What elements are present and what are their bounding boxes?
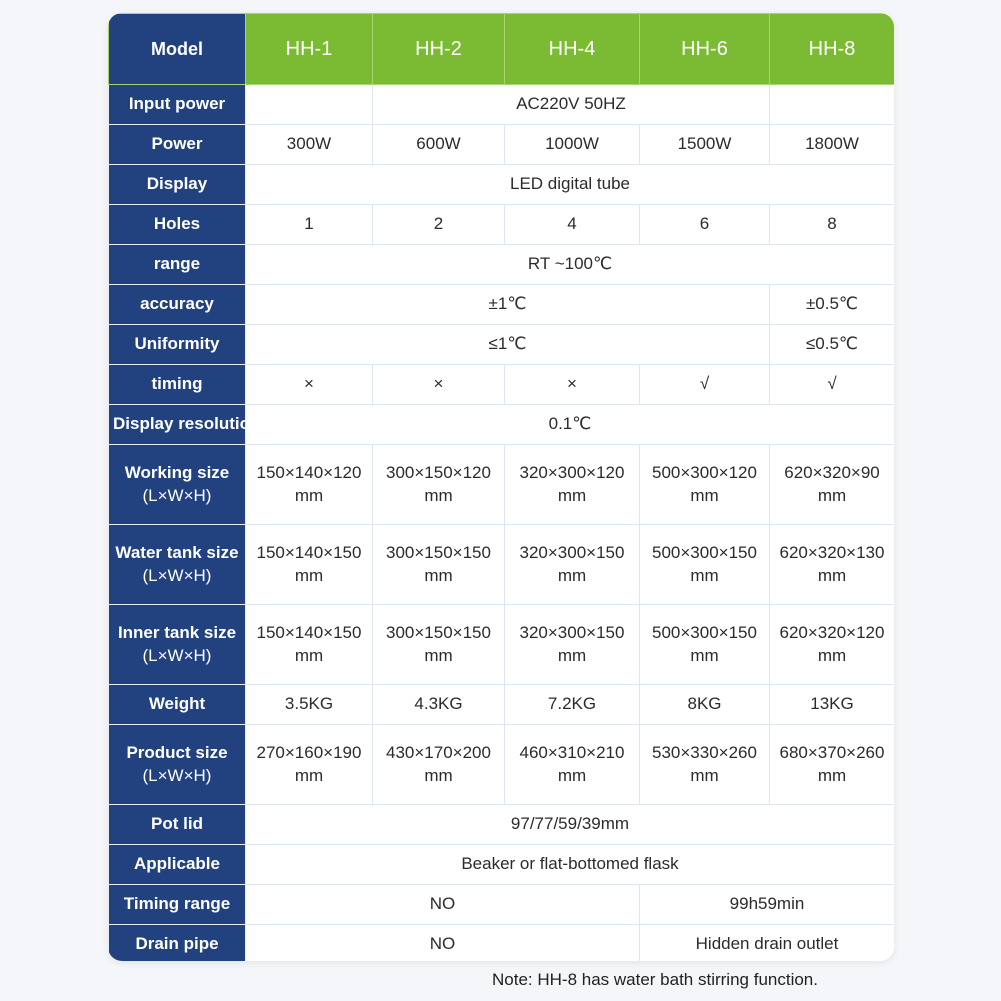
row-working-size — [109, 445, 895, 525]
unit-text: mm — [690, 485, 719, 505]
unit-text: mm — [294, 565, 324, 585]
unit-text: mm — [424, 485, 453, 505]
model-hh-6: HH-6 — [640, 14, 770, 85]
row-applicable — [109, 845, 895, 885]
row-display-resolution — [109, 405, 895, 445]
row-pot-lid — [109, 805, 895, 845]
uniformity-value: ≤0.5℃ — [770, 325, 895, 365]
unit-text: mm — [690, 645, 719, 665]
row-uniformity — [109, 325, 895, 365]
inner-tank-size-value — [373, 605, 505, 685]
label-text: Working size — [124, 462, 230, 482]
timing-value: √ — [640, 365, 770, 405]
model-hh-1: HH-1 — [246, 14, 373, 85]
row-label-uniformity: Uniformity — [109, 325, 246, 365]
row-label-weight: Weight — [109, 685, 246, 725]
row-water-tank-size — [109, 525, 895, 605]
label-unit: (L×W×H) — [142, 645, 212, 665]
applicable-value: Beaker or flat-bottomed flask — [246, 845, 895, 885]
accuracy-value: ±1℃ — [246, 285, 770, 325]
product-size-value — [640, 725, 770, 805]
display-resolution-value: 0.1℃ — [246, 405, 895, 445]
footnote: Note: HH-8 has water bath stirring function. — [492, 970, 818, 989]
row-label-product-size — [109, 725, 246, 805]
working-size-value — [246, 445, 373, 525]
holes-value: 6 — [640, 205, 770, 245]
row-label-timing-range: Timing range — [109, 885, 246, 925]
inner-tank-size-value — [770, 605, 895, 685]
row-timing-range — [109, 885, 895, 925]
row-product-size — [109, 725, 895, 805]
row-label-water-tank-size — [109, 525, 246, 605]
unit-text: mm — [294, 645, 324, 665]
working-size-value — [373, 445, 505, 525]
product-size-value — [246, 725, 373, 805]
row-label-inner-tank-size — [109, 605, 246, 685]
label-unit: (L×W×H) — [142, 765, 212, 785]
row-accuracy — [109, 285, 895, 325]
product-size-value — [770, 725, 895, 805]
holes-value: 2 — [373, 205, 505, 245]
row-drain-pipe — [109, 925, 895, 962]
pot-lid-value: 97/77/59/39mm — [246, 805, 895, 845]
dimension-text: 620×320×120 — [779, 622, 885, 642]
unit-text: mm — [294, 485, 324, 505]
water-tank-size-value — [770, 525, 895, 605]
dimension-text: 300×150×120 — [386, 462, 491, 482]
unit-text: mm — [690, 565, 719, 585]
unit-text: mm — [557, 645, 587, 665]
power-value: 600W — [373, 125, 505, 165]
row-label-applicable: Applicable — [109, 845, 246, 885]
weight-value: 13KG — [770, 685, 895, 725]
row-label-power: Power — [109, 125, 246, 165]
working-size-value — [770, 445, 895, 525]
dimension-text: 320×300×120 — [519, 462, 625, 482]
product-size-value — [505, 725, 640, 805]
row-weight — [109, 685, 895, 725]
unit-text: mm — [557, 765, 587, 785]
inner-tank-size-value — [640, 605, 770, 685]
power-value: 1000W — [505, 125, 640, 165]
dimension-text: 530×330×260 — [652, 742, 757, 762]
cell-empty — [770, 85, 895, 125]
timing-range-value: NO — [246, 885, 640, 925]
label-text: Product size — [126, 742, 228, 762]
row-label-timing: timing — [109, 365, 246, 405]
label-unit: (L×W×H) — [142, 565, 212, 585]
inner-tank-size-value — [246, 605, 373, 685]
model-hh-8: HH-8 — [770, 14, 895, 85]
dimension-text: 320×300×150 — [519, 542, 625, 562]
dimension-text: 430×170×200 — [386, 742, 491, 762]
weight-value: 7.2KG — [505, 685, 640, 725]
unit-text: mm — [817, 485, 847, 505]
unit-text: mm — [817, 645, 847, 665]
spec-table — [108, 13, 894, 961]
label-text: Inner tank size — [117, 622, 237, 642]
inner-tank-size-value — [505, 605, 640, 685]
row-label-drain-pipe: Drain pipe — [109, 925, 246, 962]
water-tank-size-value — [640, 525, 770, 605]
label-unit: (L×W×H) — [142, 485, 212, 505]
cell-empty — [246, 85, 373, 125]
row-label-model: Model — [109, 14, 246, 85]
dimension-text: 150×140×150 — [256, 622, 362, 642]
dimension-text: 300×150×150 — [386, 622, 491, 642]
row-input-power — [109, 85, 895, 125]
dimension-text: 320×300×150 — [519, 622, 625, 642]
display-value: LED digital tube — [246, 165, 895, 205]
dimension-text: 620×320×90 — [784, 462, 880, 482]
row-label-input-power: Input power — [109, 85, 246, 125]
drain-pipe-value: NO — [246, 925, 640, 962]
model-hh-2: HH-2 — [373, 14, 505, 85]
row-label-pot-lid: Pot lid — [109, 805, 246, 845]
power-value: 300W — [246, 125, 373, 165]
dimension-text: 270×160×190 — [256, 742, 362, 762]
water-tank-size-value — [373, 525, 505, 605]
weight-value: 3.5KG — [246, 685, 373, 725]
dimension-text: 500×300×150 — [652, 622, 757, 642]
uniformity-value: ≤1℃ — [246, 325, 770, 365]
row-label-accuracy: accuracy — [109, 285, 246, 325]
range-value: RT ~100℃ — [246, 245, 895, 285]
unit-text: mm — [690, 765, 719, 785]
drain-pipe-value: Hidden drain outlet — [640, 925, 895, 962]
dimension-text: 150×140×120 — [256, 462, 362, 482]
holes-value: 8 — [770, 205, 895, 245]
row-label-working-size — [109, 445, 246, 525]
timing-value: × — [505, 365, 640, 405]
dimension-text: 500×300×120 — [652, 462, 757, 482]
row-range — [109, 245, 895, 285]
water-tank-size-value — [505, 525, 640, 605]
weight-value: 8KG — [640, 685, 770, 725]
row-display — [109, 165, 895, 205]
row-label-display: Display — [109, 165, 246, 205]
power-value: 1500W — [640, 125, 770, 165]
timing-range-value: 99h59min — [640, 885, 895, 925]
working-size-value — [505, 445, 640, 525]
spec-table-card — [108, 13, 894, 961]
unit-text: mm — [424, 565, 453, 585]
holes-value: 1 — [246, 205, 373, 245]
row-inner-tank-size — [109, 605, 895, 685]
weight-value: 4.3KG — [373, 685, 505, 725]
timing-value: × — [246, 365, 373, 405]
product-size-value — [373, 725, 505, 805]
row-timing — [109, 365, 895, 405]
model-hh-4: HH-4 — [505, 14, 640, 85]
unit-text: mm — [557, 565, 587, 585]
unit-text: mm — [294, 765, 324, 785]
unit-text: mm — [817, 565, 847, 585]
timing-value: × — [373, 365, 505, 405]
accuracy-value: ±0.5℃ — [770, 285, 895, 325]
working-size-value — [640, 445, 770, 525]
unit-text: mm — [557, 485, 587, 505]
dimension-text: 150×140×150 — [256, 542, 362, 562]
holes-value: 4 — [505, 205, 640, 245]
dimension-text: 620×320×130 — [779, 542, 885, 562]
dimension-text: 300×150×150 — [386, 542, 491, 562]
timing-value: √ — [770, 365, 895, 405]
label-text: Water tank size — [115, 542, 239, 562]
dimension-text: 460×310×210 — [519, 742, 625, 762]
dimension-text: 500×300×150 — [652, 542, 757, 562]
row-power — [109, 125, 895, 165]
header-row — [109, 14, 895, 85]
input-power-value: AC220V 50HZ — [373, 85, 770, 125]
row-holes — [109, 205, 895, 245]
power-value: 1800W — [770, 125, 895, 165]
dimension-text: 680×370×260 — [779, 742, 885, 762]
water-tank-size-value — [246, 525, 373, 605]
unit-text: mm — [817, 765, 847, 785]
unit-text: mm — [424, 645, 453, 665]
row-label-range: range — [109, 245, 246, 285]
row-label-display-resolution: Display resolution — [109, 405, 246, 445]
row-label-holes: Holes — [109, 205, 246, 245]
unit-text: mm — [424, 765, 453, 785]
